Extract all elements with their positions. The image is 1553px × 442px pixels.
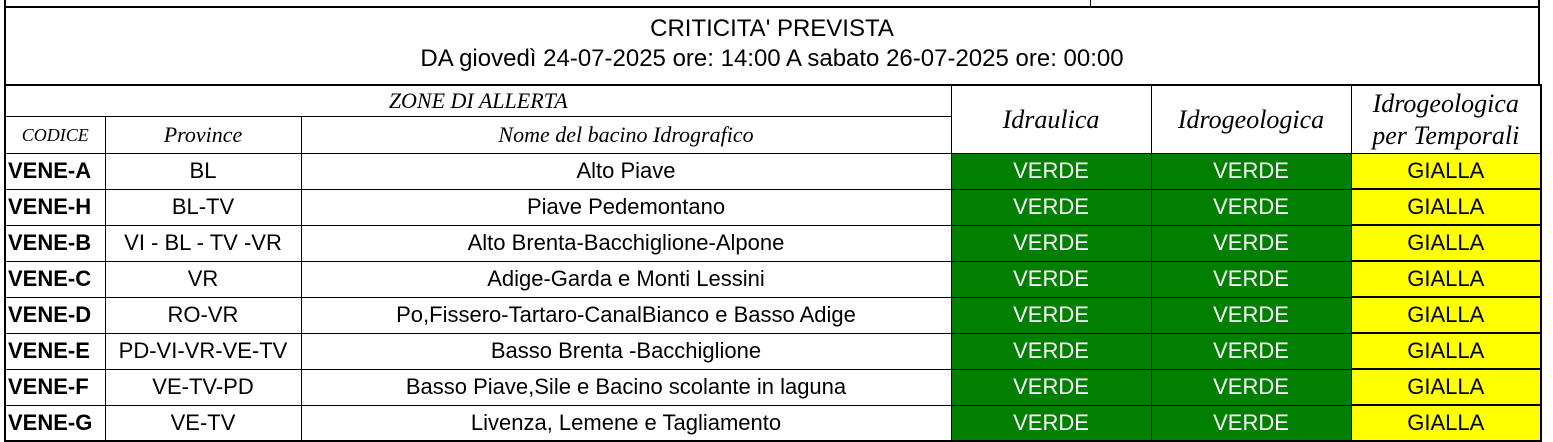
idrogeologica-level: VERDE: [1151, 405, 1351, 441]
zone-basin-name: Alto Brenta-Bacchiglione-Alpone: [301, 225, 951, 261]
validity-period: DA giovedì 24-07-2025 ore: 14:00 A sabato 26-07-2025 ore: 00:00: [420, 45, 1124, 72]
zone-code: VENE-C: [5, 261, 105, 297]
zone-province: VE-TV-PD: [105, 369, 301, 405]
zone-province: BL-TV: [105, 189, 301, 225]
zone-province: VE-TV: [105, 405, 301, 441]
temporali-level: GIALLA: [1351, 297, 1541, 333]
table-row: [5, 369, 1541, 405]
zone-province: VR: [105, 261, 301, 297]
temporali-level: GIALLA: [1351, 154, 1541, 190]
idraulica-level: VERDE: [951, 333, 1151, 369]
zone-province: RO-VR: [105, 297, 301, 333]
idraulica-level: VERDE: [951, 261, 1151, 297]
temporali-level: GIALLA: [1351, 333, 1541, 369]
zone-code: VENE-B: [5, 225, 105, 261]
temporali-level: GIALLA: [1351, 261, 1541, 297]
zone-group-header: ZONE DI ALLERTA: [5, 85, 951, 117]
zone-basin-name: Livenza, Lemene e Tagliamento: [301, 405, 951, 441]
zone-code: VENE-F: [5, 369, 105, 405]
zone-province: PD-VI-VR-VE-TV: [105, 333, 301, 369]
zone-province: BL: [105, 154, 301, 190]
table-row: [5, 154, 1541, 190]
zone-code: VENE-A: [5, 154, 105, 190]
criticality-header: [4, 8, 1540, 84]
column-header-temporali: [1351, 85, 1541, 154]
top-divider: [1090, 0, 1091, 8]
idrogeologica-level: VERDE: [1151, 297, 1351, 333]
temporali-level: GIALLA: [1351, 189, 1541, 225]
table-row: [5, 261, 1541, 297]
idrogeologica-level: VERDE: [1151, 261, 1351, 297]
page-title: CRITICITA' PREVISTA: [650, 15, 894, 42]
table-row: [5, 297, 1541, 333]
column-header-temporali-line2: per Temporali: [1372, 120, 1520, 150]
idraulica-level: VERDE: [951, 297, 1151, 333]
zone-basin-name: Po,Fissero-Tartaro-CanalBianco e Basso Adige: [301, 297, 951, 333]
alert-zones-table: [4, 84, 1542, 442]
column-header-idrogeologica: Idrogeologica: [1151, 85, 1351, 154]
zone-basin-name: Alto Piave: [301, 154, 951, 190]
zone-basin-name: Adige-Garda e Monti Lessini: [301, 261, 951, 297]
zone-basin-name: Basso Brenta -Bacchiglione: [301, 333, 951, 369]
zone-basin-name: Piave Pedemontano: [301, 189, 951, 225]
zone-basin-name: Basso Piave,Sile e Bacino scolante in laguna: [301, 369, 951, 405]
column-header-temporali-line1: Idrogeologica: [1372, 88, 1519, 118]
temporali-level: GIALLA: [1351, 405, 1541, 441]
idrogeologica-level: VERDE: [1151, 154, 1351, 190]
idrogeologica-level: VERDE: [1151, 369, 1351, 405]
idrogeologica-level: VERDE: [1151, 225, 1351, 261]
table-row: [5, 405, 1541, 441]
idraulica-level: VERDE: [951, 405, 1151, 441]
idraulica-level: VERDE: [951, 189, 1151, 225]
column-header-bacino: Nome del bacino Idrografico: [301, 117, 951, 154]
idraulica-level: VERDE: [951, 225, 1151, 261]
criticality-panel: [4, 8, 1540, 442]
zone-province: VI - BL - TV -VR: [105, 225, 301, 261]
temporali-level: GIALLA: [1351, 369, 1541, 405]
zone-code: VENE-H: [5, 189, 105, 225]
zone-code: VENE-G: [5, 405, 105, 441]
idrogeologica-level: VERDE: [1151, 189, 1351, 225]
idrogeologica-level: VERDE: [1151, 333, 1351, 369]
zone-code: VENE-E: [5, 333, 105, 369]
idraulica-level: VERDE: [951, 154, 1151, 190]
top-border: [4, 0, 1540, 8]
table-row: [5, 189, 1541, 225]
column-header-codice: CODICE: [5, 117, 105, 154]
table-row: [5, 225, 1541, 261]
temporali-level: GIALLA: [1351, 225, 1541, 261]
column-header-idraulica: Idraulica: [951, 85, 1151, 154]
table-row: [5, 333, 1541, 369]
zone-code: VENE-D: [5, 297, 105, 333]
column-header-province: Province: [105, 117, 301, 154]
idraulica-level: VERDE: [951, 369, 1151, 405]
